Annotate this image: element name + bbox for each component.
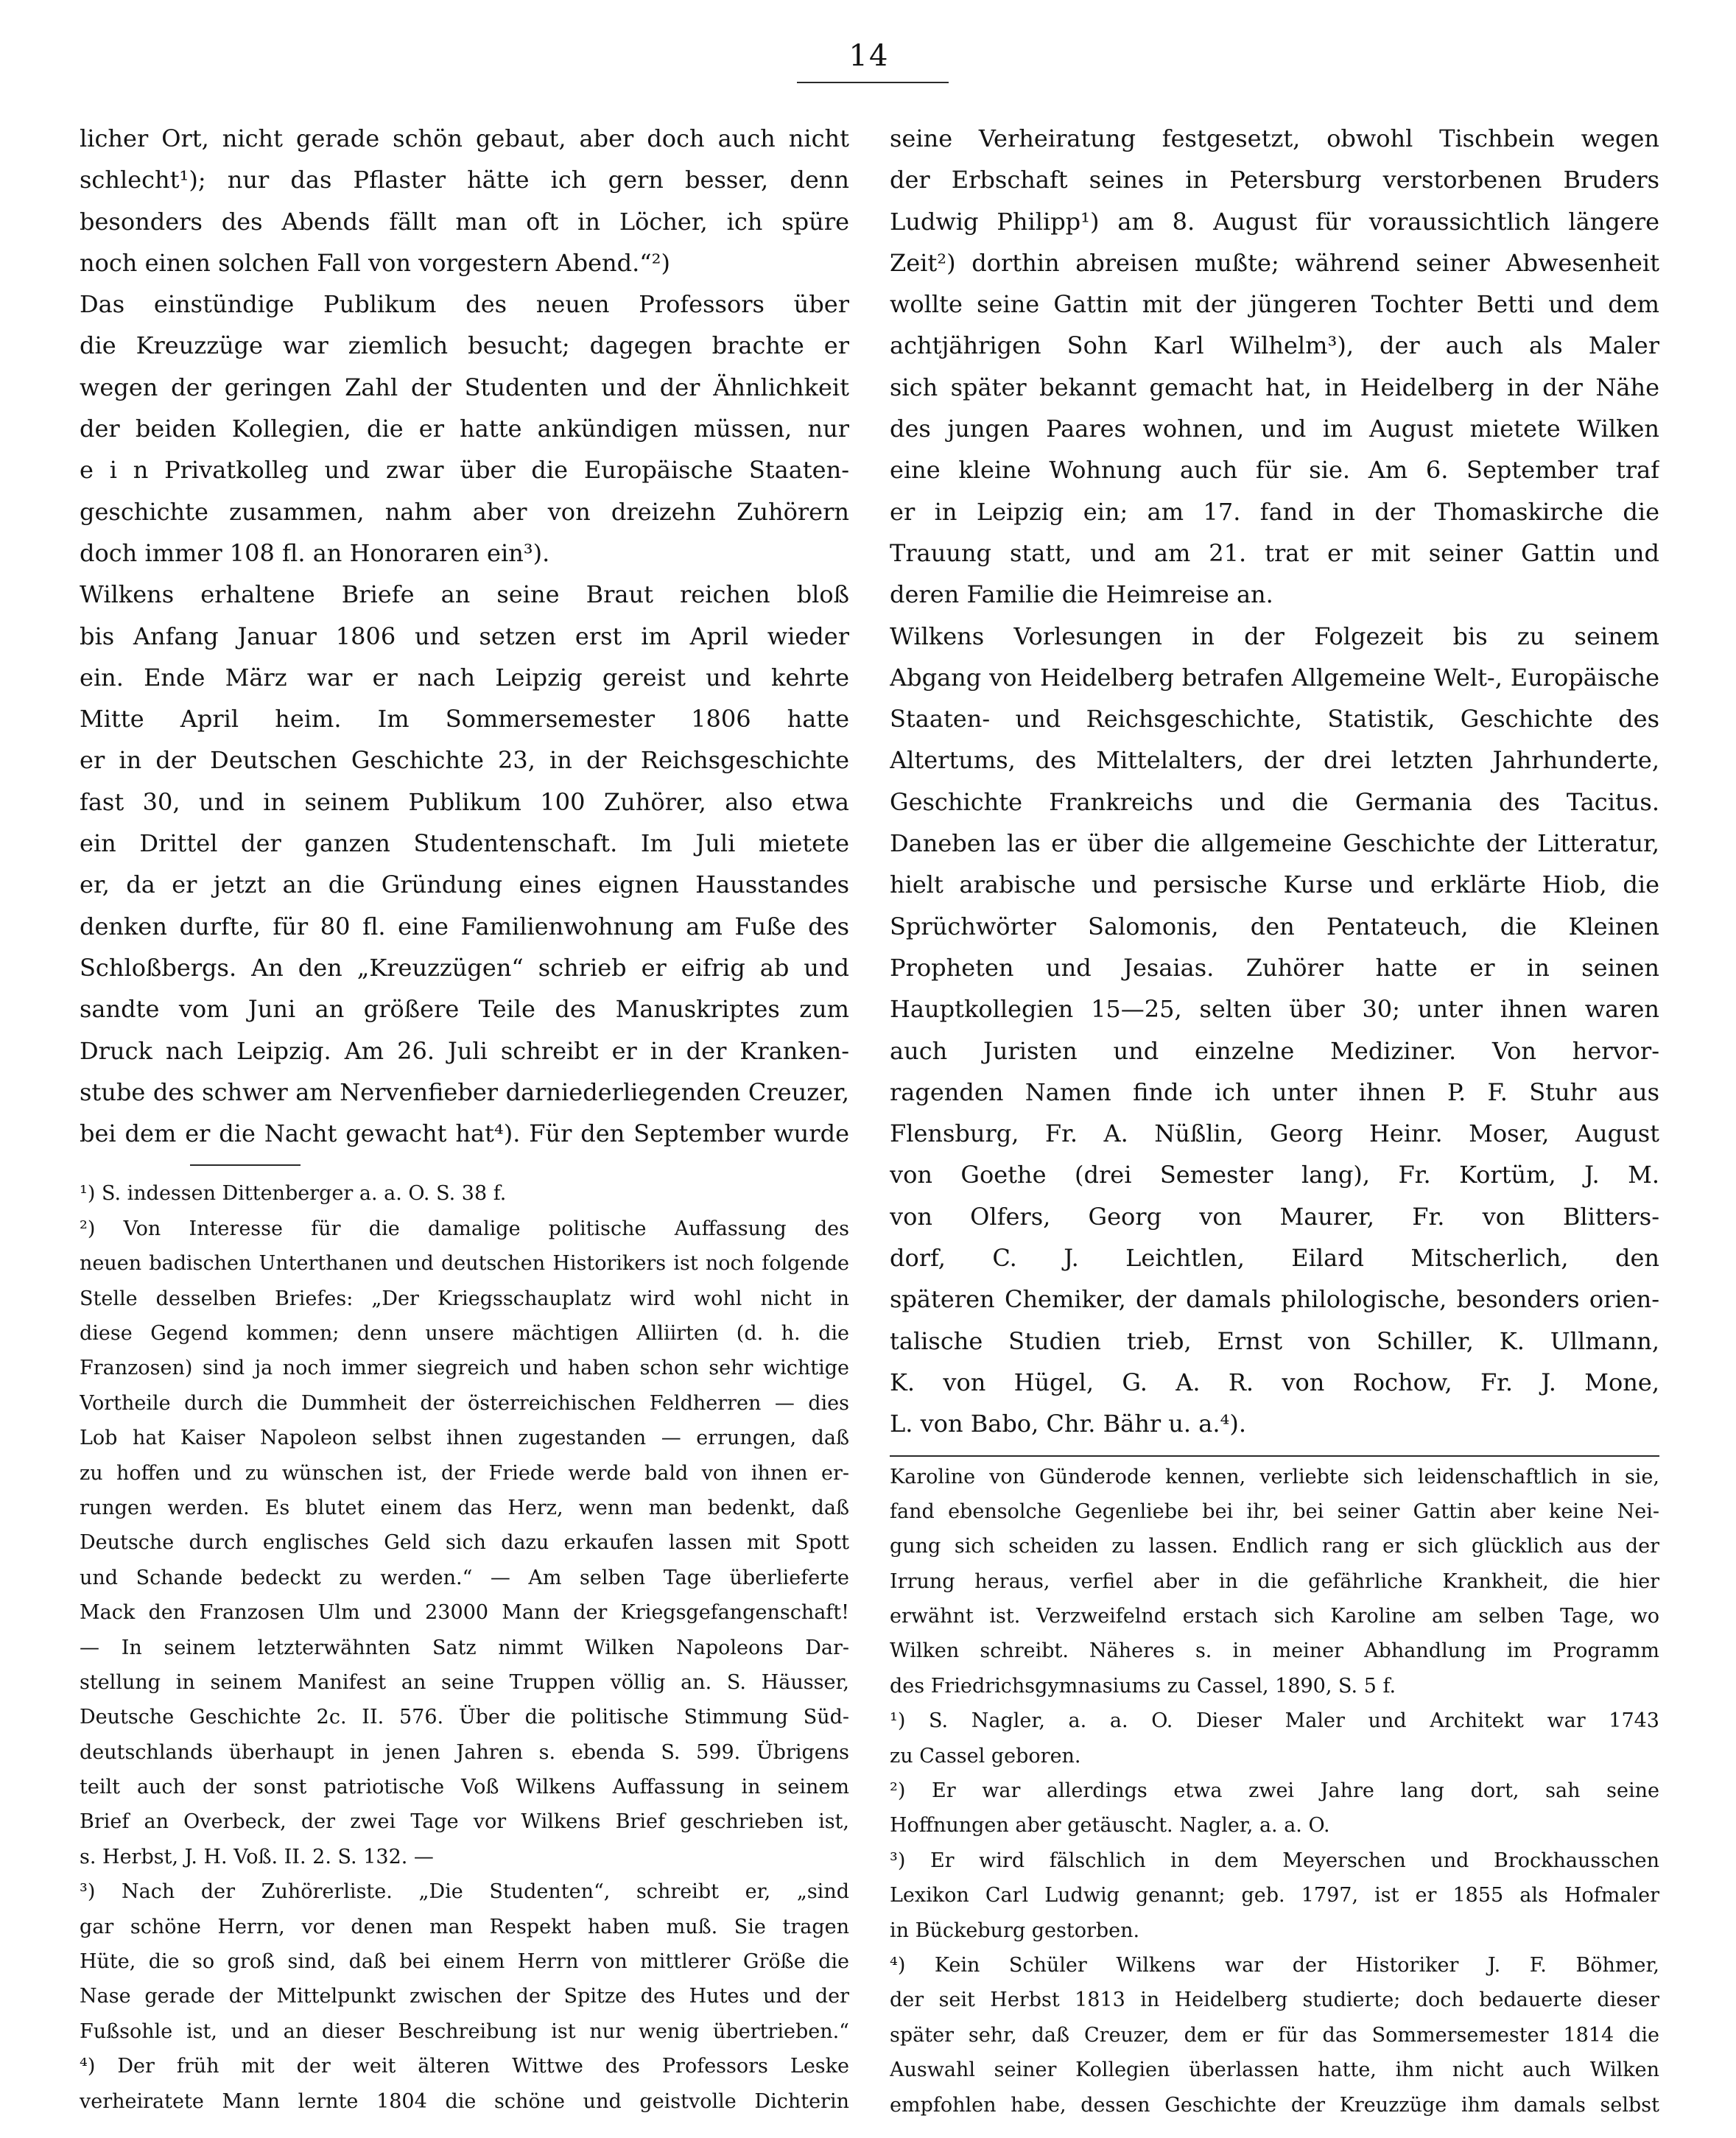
- footnote-line: ⁴) Der früh mit der weit älteren Wittwe des Professors Leske: [80, 2055, 849, 2078]
- text-line: eine kleine Wohnung auch für sie. Am 6. September traf: [890, 456, 1659, 485]
- footnote-line: in Bückeburg gestorben.: [890, 1919, 1140, 1942]
- text-line: Wilkens Vorlesungen in der Folgezeit bis zu seinem: [890, 622, 1659, 650]
- footnote-line: erwähnt ist. Verzweifelnd erstach sich Karoline am selben Tage, wo: [890, 1605, 1659, 1628]
- text-line: bei dem er die Nacht gewacht hat⁴). Für den September wurde: [80, 1119, 849, 1148]
- footnote-line: Hüte, die so groß sind, daß bei einem Herrn von mittlerer Größe die: [80, 1950, 849, 1974]
- left-column: [80, 118, 849, 2119]
- text-line: von Olfers, Georg von Maurer, Fr. von Blitters-: [890, 1202, 1659, 1231]
- footnote-line: Lexikon Carl Ludwig genannt; geb. 1797, ist er 1855 als Hofmaler: [890, 1884, 1659, 1907]
- text-line: fast 30, und in seinem Publikum 100 Zuhörer, also etwa: [80, 787, 849, 816]
- footnote-line: Brief an Overbeck, der zwei Tage vor Wilkens Brief geschrieben ist,: [80, 1810, 849, 1834]
- footnote-line: fand ebensolche Gegenliebe bei ihr, bei seiner Gattin aber keine Nei-: [890, 1499, 1659, 1523]
- text-line: Staaten- und Reichsgeschichte, Statistik, Geschichte des: [890, 705, 1659, 734]
- text-line: er in der Deutschen Geschichte 23, in der Reichsgeschichte: [80, 746, 849, 775]
- footnote-line: diese Gegend kommen; denn unsere mächtigen Alliirten (d. h. die: [80, 1321, 849, 1345]
- footnote-line: Wilken schreibt. Näheres s. in meiner Abhandlung im Programm: [890, 1639, 1659, 1663]
- text-line: Trauung statt, und am 21. trat er mit seiner Gattin und: [890, 538, 1659, 567]
- text-line: des jungen Paares wohnen, und im August mietete Wilken: [890, 415, 1659, 443]
- text-line: e i n Privatkolleg und zwar über die Europäische Staaten-: [80, 456, 849, 485]
- text-line: wegen der geringen Zahl der Studenten und der Ähnlichkeit: [80, 373, 849, 401]
- text-line: Hauptkollegien 15—25, selten über 30; unter ihnen waren: [890, 995, 1659, 1024]
- text-line: ragenden Namen finde ich unter ihnen P. F. Stuhr aus: [890, 1077, 1659, 1106]
- text-line: dorf, C. J. Leichtlen, Eilard Mitscherlich, den: [890, 1244, 1659, 1273]
- footnote-line: — In seinem letzterwähnten Satz nimmt Wilken Napoleons Dar-: [80, 1636, 849, 1659]
- text-line: von Goethe (drei Semester lang), Fr. Kortüm, J. M.: [890, 1161, 1659, 1189]
- footnote-line: Deutsche durch englisches Geld sich dazu erkaufen lassen mit Spott: [80, 1531, 849, 1555]
- text-line: licher Ort, nicht gerade schön gebaut, aber doch auch nicht: [80, 124, 849, 152]
- footnote-line: später sehr, daß Creuzer, dem er für das Sommersemester 1814 die: [890, 2023, 1659, 2047]
- text-line: wollte seine Gattin mit der jüngeren Tochter Betti und dem: [890, 290, 1659, 319]
- text-line: der Erbschaft seines in Petersburg verstorbenen Bruders: [890, 166, 1659, 194]
- text-line: er, da er jetzt an die Gründung eines eignen Hausstandes: [80, 871, 849, 899]
- footnote-line: Deutsche Geschichte 2c. II. 576. Über die politische Stimmung Süd-: [80, 1706, 849, 1729]
- page-number: 14: [848, 39, 890, 73]
- text-line: besonders des Abends fällt man oft in Löcher, ich spüre: [80, 207, 849, 236]
- footnote-line: Vortheile durch die Dummheit der österreichischen Feldherren — dies: [80, 1391, 849, 1415]
- text-line: Sprüchwörter Salomonis, den Pentateuch, die Kleinen: [890, 912, 1659, 940]
- footnote-line: teilt auch der sonst patriotische Voß Wilkens Auffassung in seinem: [80, 1776, 849, 1799]
- text-line: Flensburg, Fr. A. Nüßlin, Georg Heinr. Moser, August: [890, 1119, 1659, 1148]
- footnote-line: Mack den Franzosen Ulm und 23000 Mann der Kriegsgefangenschaft!: [80, 1601, 849, 1625]
- footnote-line: Fußsohle ist, und an dieser Beschreibung ist nur wenig übertrieben.“: [80, 2019, 849, 2043]
- left-main-text: [80, 118, 849, 1154]
- footnote-line: ¹) S. indessen Dittenberger a. a. O. S. 38 f.: [80, 1182, 507, 1206]
- footnote-line: verheiratete Mann lernte 1804 die schöne und geistvolle Dichterin: [80, 2089, 849, 2113]
- text-line: auch Juristen und einzelne Mediziner. Von hervor-: [890, 1036, 1659, 1065]
- footnote-line: Irrung heraus, verfiel aber in die gefährliche Krankheit, die hier: [890, 1569, 1659, 1593]
- footnote-line: Lob hat Kaiser Napoleon selbst ihnen zugestanden — errungen, daß: [80, 1427, 849, 1450]
- footnote-line: gung sich scheiden zu lassen. Endlich rang er sich glücklich aus der: [890, 1535, 1659, 1558]
- text-line: späteren Chemiker, der damals philologische, besonders orien-: [890, 1285, 1659, 1314]
- text-line: geschichte zusammen, nahm aber von dreizehn Zuhörern: [80, 497, 849, 526]
- footnote-line: neuen badischen Unterthanen und deutschen Historikers ist noch folgende: [80, 1252, 849, 1276]
- footnote-line: Stelle desselben Briefes: „Der Kriegsschauplatz wird wohl nicht in: [80, 1287, 849, 1310]
- text-line: bis Anfang Januar 1806 und setzen erst im April wieder: [80, 622, 849, 650]
- text-line: sandte vom Juni an größere Teile des Manuskriptes zum: [80, 995, 849, 1024]
- footnote-line: Nase gerade der Mittelpunkt zwischen der Spitze des Hutes und der: [80, 1985, 849, 2008]
- text-line: Druck nach Leipzig. Am 26. Juli schreibt er in der Kranken-: [80, 1036, 849, 1065]
- footnote-line: gar schöne Herrn, vor denen man Respekt haben muß. Sie tragen: [80, 1915, 849, 1938]
- left-footnotes: [80, 1176, 849, 2119]
- text-line: ein. Ende März war er nach Leipzig gereist und kehrte: [80, 663, 849, 692]
- footnote-line: stellung in seinem Manifest an seine Truppen völlig an. S. Häusser,: [80, 1670, 849, 1694]
- footnote-line: und Schande bedeckt zu werden.“ — Am selben Tage überlieferte: [80, 1566, 849, 1589]
- right-main-text: [890, 118, 1659, 1445]
- footnote-line: s. Herbst, J. H. Voß. II. 2. S. 132. —: [80, 1845, 434, 1868]
- text-line: die Kreuzzüge war ziemlich besucht; dagegen brachte er: [80, 331, 849, 360]
- text-line: Altertums, des Mittelalters, der drei letzten Jahrhunderte,: [890, 746, 1659, 775]
- footnote-line: ³) Nach der Zuhörerliste. „Die Studenten“, schreibt er, „sind: [80, 1880, 849, 1904]
- text-line: er in Leipzig ein; am 17. fand in der Thomaskirche die: [890, 497, 1659, 526]
- right-column: [890, 118, 1659, 2123]
- footnote-line: Karoline von Günderode kennen, verliebte sich leidenschaftlich in sie,: [890, 1465, 1659, 1488]
- text-line: Das einstündige Publikum des neuen Professors über: [80, 290, 849, 319]
- text-line: deren Familie die Heimreise an.: [890, 580, 1273, 609]
- text-line: sich später bekannt gemacht hat, in Heidelberg in der Nähe: [890, 373, 1659, 401]
- text-line: Schloßbergs. An den „Kreuzzügen“ schrieb er eifrig ab und: [80, 953, 849, 982]
- text-line: denken durfte, für 80 fl. eine Familienwohnung am Fuße des: [80, 912, 849, 940]
- text-line: der beiden Kollegien, die er hatte ankündigen müssen, nur: [80, 415, 849, 443]
- text-line: Abgang von Heidelberg betrafen Allgemeine Welt-, Europäische: [890, 663, 1659, 692]
- footnote-line: Hoffnungen aber getäuscht. Nagler, a. a. O.: [890, 1814, 1330, 1838]
- footnote-line: Franzosen) sind ja noch immer siegreich und haben schon sehr wichtige: [80, 1357, 849, 1380]
- text-line: stube des schwer am Nervenfieber darniederliegenden Creuzer,: [80, 1077, 849, 1106]
- text-line: Propheten und Jesaias. Zuhörer hatte er in seinen: [890, 953, 1659, 982]
- text-line: ein Drittel der ganzen Studentenschaft. Im Juli mietete: [80, 829, 849, 858]
- footnote-line: ²) Er war allerdings etwa zwei Jahre lang dort, sah seine: [890, 1779, 1659, 1803]
- footnote-line: ²) Von Interesse für die damalige politische Auffassung des: [80, 1217, 849, 1240]
- text-line: K. von Hügel, G. A. R. von Rochow, Fr. J. Mone,: [890, 1368, 1659, 1396]
- footnote-line: zu Cassel geboren.: [890, 1744, 1081, 1768]
- text-line: talische Studien trieb, Ernst von Schiller, K. Ullmann,: [890, 1326, 1659, 1355]
- text-line: doch immer 108 fl. an Honoraren ein³).: [80, 538, 550, 567]
- text-line: Zeit²) dorthin abreisen mußte; während seiner Abwesenheit: [890, 248, 1659, 277]
- footnote-line: deutschlands überhaupt in jenen Jahren s. ebenda S. 599. Übrigens: [80, 1740, 849, 1764]
- text-line: hielt arabische und persische Kurse und erklärte Hiob, die: [890, 871, 1659, 899]
- footnote-line: Auswahl seiner Kollegien überlassen hatte, ihm nicht auch Wilken: [890, 2058, 1659, 2082]
- footnote-line: ¹) S. Nagler, a. a. O. Dieser Maler und Architekt war 1743: [890, 1709, 1659, 1733]
- footnote-line: ⁴) Kein Schüler Wilkens war der Historiker J. F. Böhmer,: [890, 1953, 1659, 1977]
- text-line: noch einen solchen Fall von vorgestern Abend.“²): [80, 248, 670, 277]
- footnote-line: der seit Herbst 1813 in Heidelberg studierte; doch bedauerte dieser: [890, 1988, 1659, 2012]
- text-line: seine Verheiratung festgesetzt, obwohl Tischbein wegen: [890, 124, 1659, 152]
- left-footnote-rule: [190, 1164, 301, 1166]
- right-footnotes: [890, 1460, 1659, 2123]
- text-line: Mitte April heim. Im Sommersemester 1806 hatte: [80, 705, 849, 734]
- text-line: L. von Babo, Chr. Bähr u. a.⁴).: [890, 1410, 1246, 1438]
- right-footnote-rule: [890, 1455, 1659, 1457]
- text-line: schlecht¹); nur das Pflaster hätte ich gern besser, denn: [80, 166, 849, 194]
- text-line: Geschichte Frankreichs und die Germania des Tacitus.: [890, 787, 1659, 816]
- footnote-line: ³) Er wird fälschlich in dem Meyerschen und Brockhausschen: [890, 1849, 1659, 1872]
- text-line: Wilkens erhaltene Briefe an seine Braut reichen bloß: [80, 580, 849, 609]
- page-number-rule: [797, 82, 949, 83]
- footnote-line: zu hoffen und zu wünschen ist, der Friede werde bald von ihnen er-: [80, 1461, 849, 1485]
- text-line: Daneben las er über die allgemeine Geschichte der Litteratur,: [890, 829, 1659, 858]
- text-line: Ludwig Philipp¹) am 8. August für voraussichtlich längere: [890, 207, 1659, 236]
- footnote-line: rungen werden. Es blutet einem das Herz, wenn man bedenkt, daß: [80, 1496, 849, 1519]
- text-line: achtjährigen Sohn Karl Wilhelm³), der auch als Maler: [890, 331, 1659, 360]
- footnote-line: des Friedrichsgymnasiums zu Cassel, 1890, S. 5 f.: [890, 1674, 1396, 1698]
- footnote-line: empfohlen habe, dessen Geschichte der Kreuzzüge ihm damals selbst: [890, 2093, 1659, 2117]
